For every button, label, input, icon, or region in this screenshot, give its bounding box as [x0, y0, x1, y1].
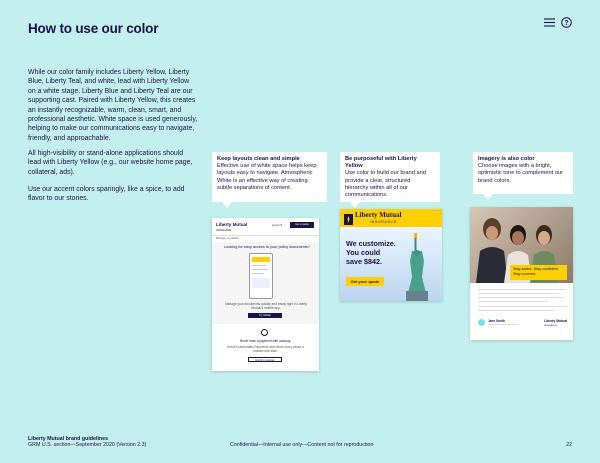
callout-heading: Keep layouts clean and simple [217, 156, 300, 162]
clock-icon [261, 329, 268, 336]
web-logo-line2: INSURANCE [216, 229, 232, 232]
ad-logo-text: Liberty Mutual [355, 211, 402, 219]
ad-headline-line1: We customize. [346, 239, 396, 248]
callout-body: Use color to build our brand and provide a clear, structured hierarchy within all of our communications. [345, 170, 426, 199]
footer-confidential: Confidential—Internal use only—Content not for reproduction [230, 442, 374, 449]
header-icons [544, 17, 572, 28]
svg-text:?: ? [564, 20, 569, 27]
phone-line [252, 265, 266, 266]
photo-text-line [478, 310, 554, 311]
web-payment-body: Enroll in Automatic Payments and never worry about a missed due date. [227, 345, 304, 353]
callout-clean-layouts [212, 152, 327, 202]
photo-tagline-line1: Stay active. Stay confident. [513, 267, 559, 271]
callout-imagery [473, 152, 573, 194]
web-app-button[interactable]: Try Mobile [248, 313, 282, 318]
help-icon[interactable] [561, 17, 572, 28]
agent-detail-line [488, 324, 518, 325]
ad-cta-button[interactable]: Get your quote [346, 277, 384, 286]
callout-heading: Imagery is also color [478, 156, 535, 162]
photo-logo-line1: Liberty Mutual [544, 319, 568, 323]
ad-headline-line2: You could [346, 248, 381, 257]
page-title: How to use our color [28, 21, 159, 36]
web-login-link[interactable]: Log in ▾ [272, 223, 282, 227]
agent-avatar [478, 319, 485, 326]
web-nav-text: Manage my policies [216, 237, 239, 240]
photo-text-line [478, 297, 564, 298]
web-autopay-button[interactable]: Enroll in autopay [248, 357, 282, 362]
photo-example [470, 207, 573, 340]
web-header [212, 218, 319, 236]
phone-line [252, 269, 268, 270]
footer-brand-version: GRM U.S. section—September 2020 (Version 2.3) [28, 442, 147, 449]
photo-text-line [478, 306, 566, 307]
web-logo [216, 222, 247, 233]
menu-icon[interactable] [544, 18, 555, 27]
intro-paragraph-2: All high-visibility or stand-alone applications should lead with Liberty Yellow (e.g., our website home page, collateral, ads). [28, 150, 193, 176]
callout-body: Choose images with a bright, optimistic tone to complement our brand colors. [478, 163, 564, 184]
page-number: 22 [566, 442, 572, 449]
photo-text-line [478, 293, 558, 294]
ad-headline-line3: save $842. [346, 257, 382, 266]
agent-name: Jane Smith [488, 319, 506, 323]
phone-line [252, 273, 264, 274]
ad-logo-subtext: INSURANCE [370, 220, 398, 224]
ad-logo-bar [340, 209, 442, 227]
phone-card [252, 278, 270, 288]
web-page-example [212, 218, 319, 371]
web-body-text: Manage your documents quickly and easily right in Liberty Mutual's mobile app. [225, 302, 307, 310]
callout-heading: Be purposeful with Liberty Yellow [345, 156, 417, 170]
web-logo-line1: Liberty Mutual [216, 222, 248, 227]
phone-mockup [249, 253, 273, 299]
liberty-logo-icon [344, 212, 353, 223]
intro-paragraph-3: Use our accent colors sparingly, like a spice, to add flavor to our stories. [28, 186, 185, 203]
footer-brand-title: Liberty Mutual brand guidelines [28, 435, 109, 442]
photo-tagline-box [510, 265, 567, 280]
callout-body: Effective use of white space helps keep layouts easy to navigate. Atmospheric White is an effective way of creating subtle separations of content. [217, 163, 317, 191]
ad-headline [346, 239, 396, 266]
statue-of-liberty-image [400, 233, 434, 301]
callout-liberty-yellow [340, 152, 440, 202]
footer-brand [28, 436, 146, 449]
ad-example [340, 209, 442, 301]
web-hero-heading: Looking for easy access to your policy documents? [224, 245, 310, 249]
web-quote-button[interactable]: Get a quote [290, 222, 314, 228]
photo-logo [544, 319, 567, 328]
phone-header-bar [252, 257, 270, 262]
photo-text-line [478, 289, 566, 290]
web-payment-heading: Never miss a payment with autopay. [239, 339, 292, 343]
photo-text-line [478, 301, 548, 302]
photo-logo-line2: INSURANCE [544, 325, 557, 327]
photo-tagline-line2: Stay covered. [513, 272, 537, 276]
intro-paragraph-1: While our color family includes Liberty Yellow, Liberty Blue, Liberty Teal, and white, lead with Liberty Yellow on a white stage. Liberty Blue and Liberty Teal are our supporting cast. Paired with Liberty Yellow, this creates an instantly recognizable, warm, clean, smart, and professional aesthetic. White space is used generously, helping to make our communications easy to navigate, friendly, and approachable. [28, 69, 198, 142]
